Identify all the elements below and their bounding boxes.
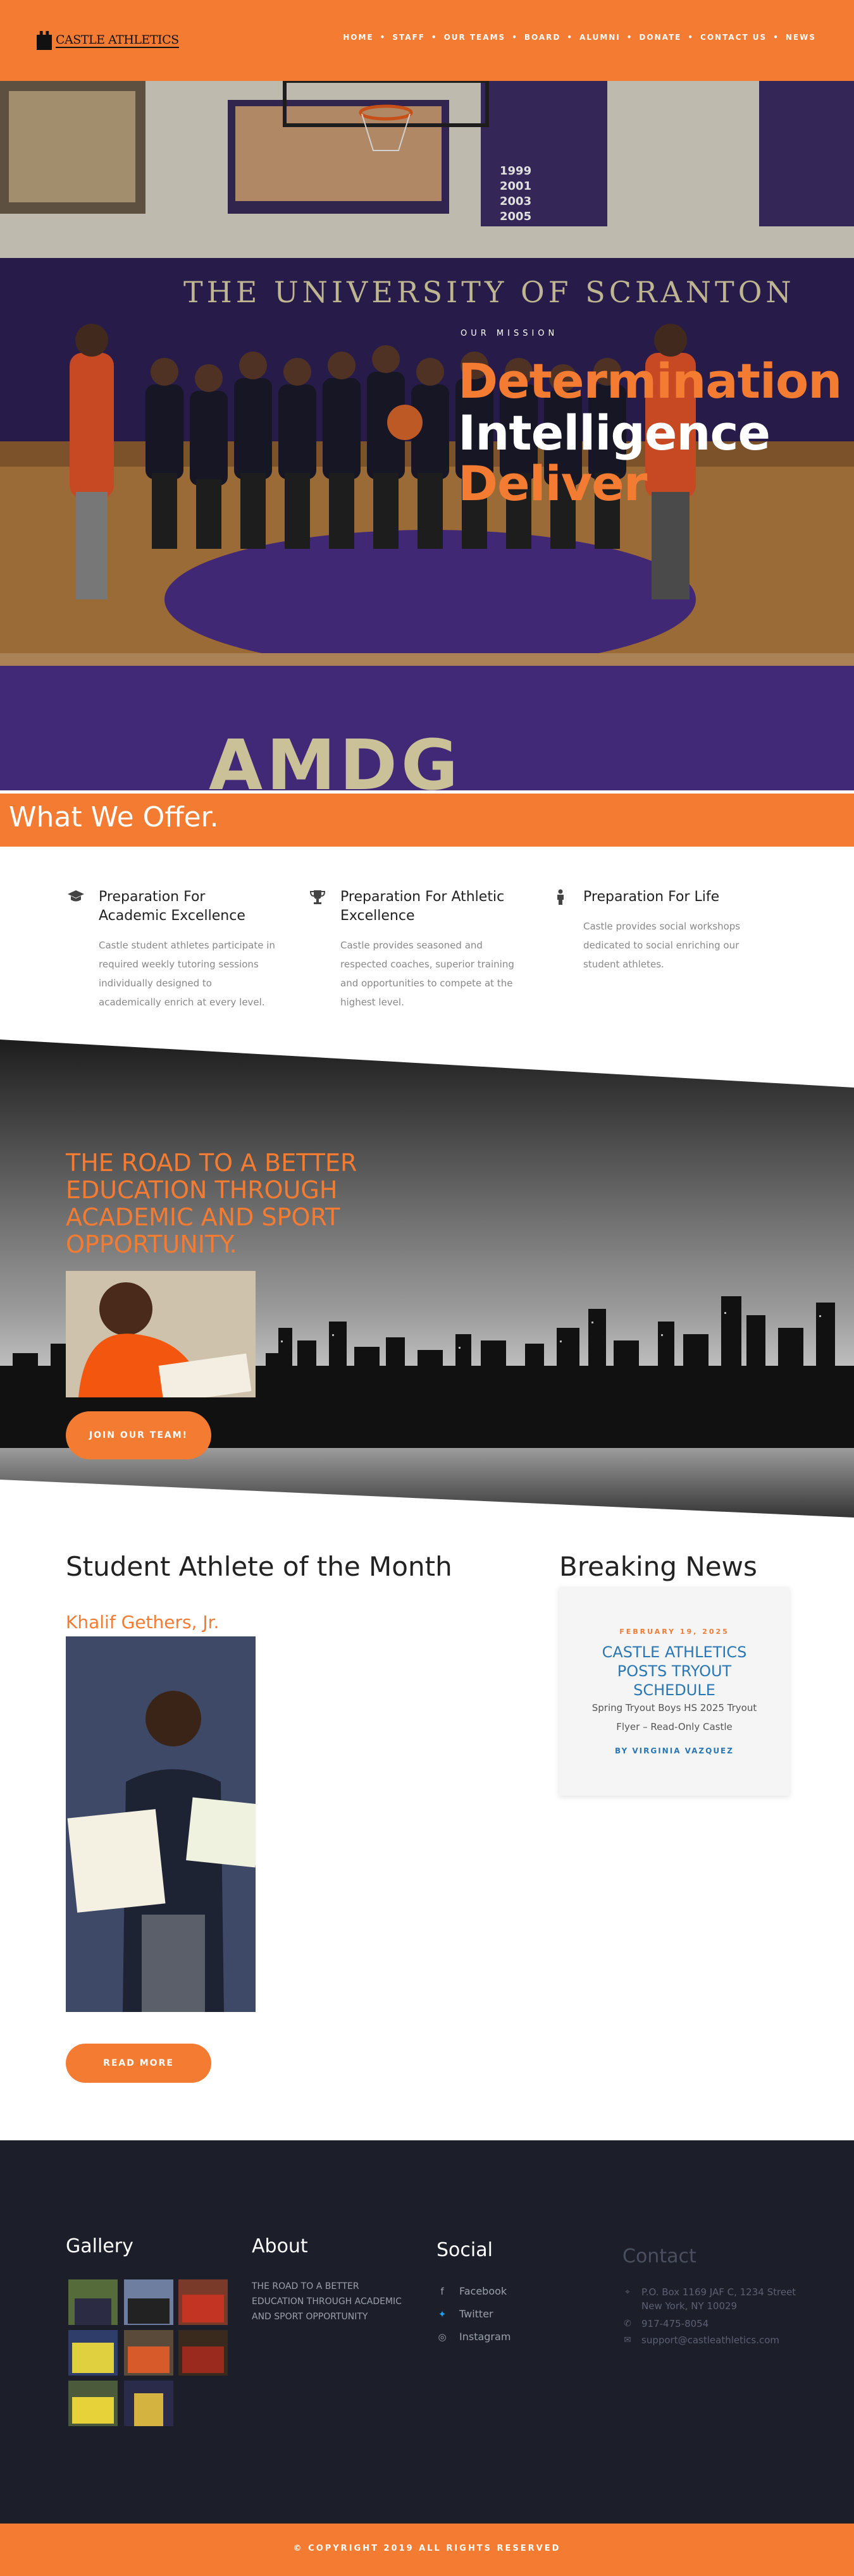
trophy-icon <box>309 889 326 905</box>
student-name: Khalif Gethers, Jr. <box>66 1612 220 1633</box>
nav-board[interactable]: BOARD <box>524 33 561 42</box>
hero-heading-intelligence: Intelligence <box>458 405 770 461</box>
twitter-link[interactable]: ✦ Twitter <box>436 2308 493 2320</box>
contact-phone[interactable]: ✆ 917-475-8054 <box>622 2317 709 2331</box>
contact-email[interactable]: ✉ support@castleathletics.com <box>622 2333 779 2347</box>
news-byline[interactable]: BY VIRGINIA VAZQUEZ <box>615 1746 734 1755</box>
feature-title: Preparation For Athletic Excellence <box>340 889 505 924</box>
hero-heading-deliver: Deliver <box>458 455 647 512</box>
contact-title: Contact <box>622 2245 696 2267</box>
about-title: About <box>252 2235 308 2257</box>
road-title: THE ROAD TO A BETTER EDUCATION THROUGH ACADEMIC AND SPORT OPPORTUNITY. <box>66 1149 357 1258</box>
nav-news[interactable]: NEWS <box>785 33 816 42</box>
copyright-text: © COPYRIGHT 2019 ALL RIGHTS RESERVED <box>293 2544 561 2553</box>
graduation-cap-icon <box>67 889 85 905</box>
address-line-1: P.O. Box 1169 JAF C, 1234 Street <box>641 2286 796 2298</box>
nav-contact-us[interactable]: CONTACT US <box>700 33 767 42</box>
news-date: FEBRUARY 19, 2025 <box>619 1628 729 1636</box>
site-header <box>0 0 854 81</box>
gallery-thumb[interactable] <box>68 2330 118 2376</box>
feature-title: Preparation For Life <box>583 889 720 905</box>
feature-text: Castle student athletes participate in required weekly tutoring sessions individually designed to academically enrich at every level. <box>99 940 275 1008</box>
read-more-button[interactable]: READ MORE <box>66 2044 211 2083</box>
person-icon <box>552 889 569 905</box>
email-icon: ✉ <box>624 2335 631 2345</box>
gallery-thumb[interactable] <box>68 2381 118 2426</box>
join-our-team-button[interactable]: JOIN OUR TEAM! <box>66 1411 211 1459</box>
feature-text: Castle provides seasoned and respected coaches, superior training and opportunities to compete at the highest level. <box>340 940 514 1008</box>
gallery-title: Gallery <box>66 2235 133 2257</box>
nav-donate[interactable]: DONATE <box>639 33 682 42</box>
gallery-thumb[interactable] <box>68 2279 118 2325</box>
facebook-icon: f <box>440 2285 444 2297</box>
logo-text: CASTLE ATHLETICS <box>56 33 179 47</box>
about-text: THE ROAD TO A BETTER EDUCATION THROUGH ACADEMIC AND SPORT OPPORTUNITY <box>252 2281 402 2322</box>
location-icon: ⌖ <box>625 2287 630 2297</box>
phone-icon: ✆ <box>624 2319 631 2329</box>
castle-logo-icon <box>37 31 52 50</box>
news-excerpt: Spring Tryout Boys HS 2025 Tryout Flyer – Read-Only Castle <box>591 1702 757 1733</box>
instagram-icon: ◎ <box>438 2331 447 2343</box>
breaking-news-title: Breaking News <box>559 1551 757 1582</box>
news-headline[interactable]: CASTLE ATHLETICS POSTS TRYOUT SCHEDULE <box>602 1643 747 1699</box>
gallery-thumb[interactable] <box>178 2279 228 2325</box>
news-card[interactable] <box>559 1587 789 1796</box>
main-nav: HOME • STAFF • OUR TEAMS • BOARD • ALUMNI • DONATE • CONTACT US • NEWS <box>343 33 816 42</box>
student-of-month-photo <box>66 1636 256 2012</box>
nav-staff[interactable]: STAFF <box>392 33 425 42</box>
nav-our-teams[interactable]: OUR TEAMS <box>443 33 506 42</box>
student-writing-photo <box>66 1271 256 1397</box>
gallery-thumb[interactable] <box>124 2279 173 2325</box>
hero-heading-determination: Determination <box>458 353 842 409</box>
contact-address <box>622 2285 796 2313</box>
gallery-thumb[interactable] <box>178 2330 228 2376</box>
gallery-thumb[interactable] <box>124 2381 173 2426</box>
twitter-icon: ✦ <box>438 2308 447 2320</box>
facebook-link[interactable]: f Facebook <box>436 2285 507 2297</box>
gallery-grid <box>68 2279 228 2429</box>
student-of-month-title: Student Athlete of the Month <box>66 1551 452 1582</box>
instagram-link[interactable]: ◎ Instagram <box>436 2331 511 2343</box>
nav-alumni[interactable]: ALUMNI <box>579 33 621 42</box>
offer-title: What We Offer. <box>9 801 219 833</box>
address-line-2: New York, NY 10029 <box>641 2300 738 2312</box>
social-title: Social <box>436 2239 493 2261</box>
nav-home[interactable]: HOME <box>343 33 374 42</box>
site-logo[interactable] <box>37 28 179 53</box>
feature-text: Castle provides social workshops dedicated to social enriching our student athletes. <box>583 921 741 970</box>
mission-label: OUR MISSION <box>461 329 559 338</box>
feature-title: Preparation For Academic Excellence <box>99 889 245 924</box>
gallery-thumb[interactable] <box>124 2330 173 2376</box>
